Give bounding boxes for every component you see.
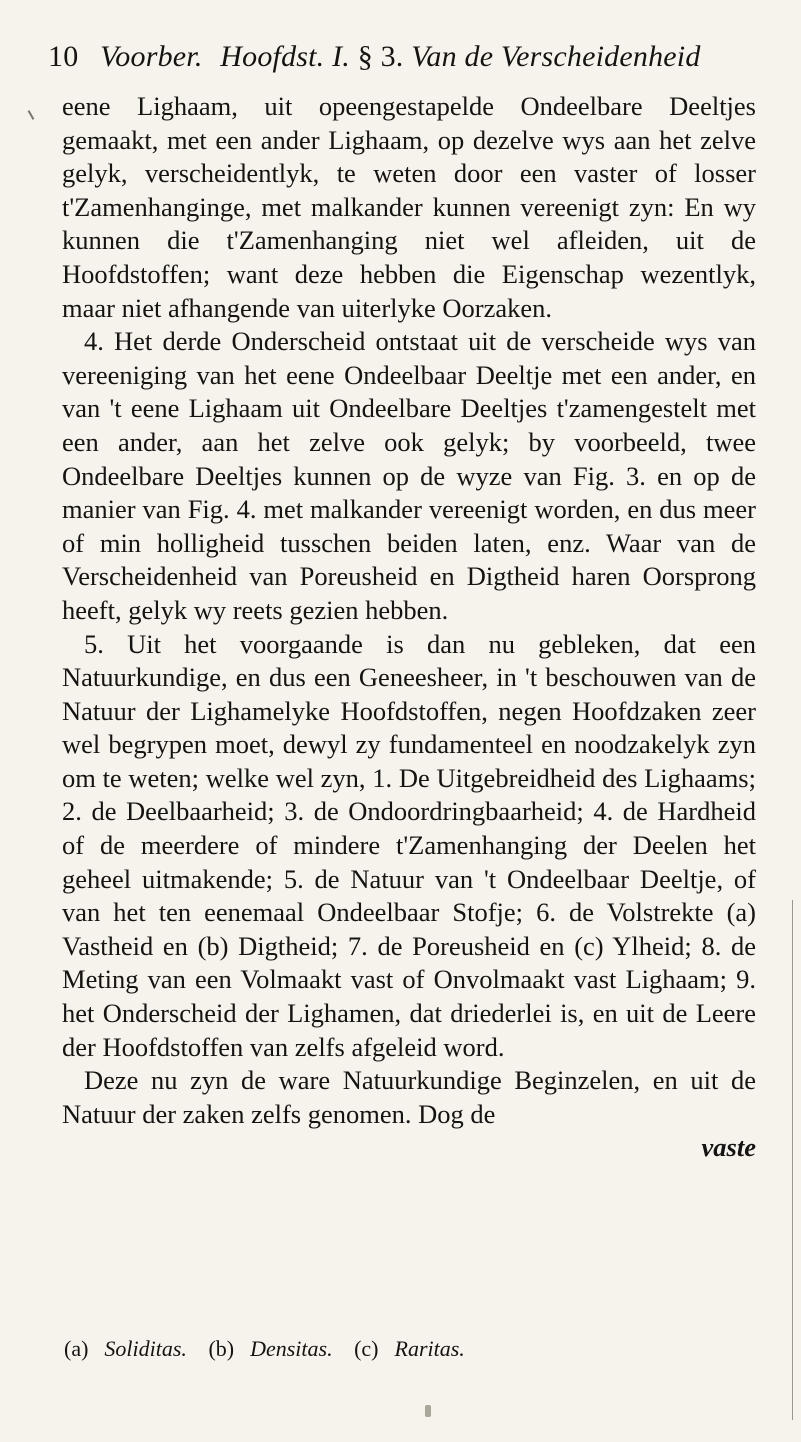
section-label: § 3.: [357, 40, 404, 73]
chapter-number: I.: [332, 40, 350, 73]
margin-mark: [28, 110, 35, 120]
running-head: [48, 40, 768, 74]
footnote-b-marker: (b): [208, 1336, 235, 1361]
footnotes: [64, 1336, 754, 1362]
footnote-a: [64, 1336, 187, 1361]
footnote-a-text: Soliditas.: [104, 1336, 187, 1361]
catchword: vaste: [701, 1132, 756, 1163]
footnote-b-text: Densitas.: [250, 1336, 333, 1361]
footnote-a-marker: (a): [64, 1336, 89, 1361]
ink-speck: [425, 1405, 431, 1417]
page-edge-line: [792, 900, 793, 1420]
running-title: Van de Verscheidenheid: [411, 40, 701, 73]
footnote-b: [208, 1336, 332, 1361]
paragraph-5: 5. Uit het voorgaande is dan nu gebleken, dat een Natuurkundige, en dus een Geneesheer, in 't beschouwen van de Natuur der Lighamelyke Hoofdstoffen, negen Hoofdzaken zeer wel begrypen moet, dewyl zy fundamenteel en noodzakelyk zyn om te weten; welke wel zyn, 1. De Uitgebreidheid des Lighaams; 2. de Deelbaarheid; 3. de Ondoordringbaarheid; 4. de Hardheid of de meerdere of mindere t'Zamenhanging der Deelen het geheel uitmakende; 5. de Natuur van 't Ondeelbaar Deeltje, of van het ten eenemaal Ondeelbaar Stofje; 6. de Volstrekte (a) Vastheid en (b) Digtheid; 7. de Poreusheid en (c) Ylheid; 8. de Meting van een Volmaakt vast of Onvolmaakt vast Lighaam; 9. het Onderscheid der Lighamen, dat driederlei is, en uit de Leere der Hoofdstoffen van zelfs afgeleid word.: [62, 628, 756, 1062]
page-number: 10: [48, 40, 79, 73]
paragraph-4: 4. Het derde Onderscheid ontstaat uit de verscheide wys van vereeniging van het eene Ondeelbaar Deeltje met een ander, en van 't eene Lighaam uit Ondeelbare Deeltjes t'zamengestelt met een ander, aan het zelve ook gelyk; by voorbeeld, twee Ondeelbare Deeltjes kunnen op de wyze van Fig. 3. en op de manier van Fig. 4. met malkander vereenigt worden, en dus meer of min holligheid tusschen beiden laten, enz. Waar van de Verscheidenheid van Poreusheid en Digtheid haren Oorsprong heeft, gelyk wy reets gezien hebben.: [62, 326, 756, 625]
chapter-label: Hoofdst.: [220, 40, 325, 73]
paragraph-closing: Deze nu zyn de ware Natuurkundige Beginzelen, en uit de Natuur der zaken zelfs genomen. Dog de: [62, 1065, 756, 1129]
footnote-c: [354, 1336, 465, 1361]
footnote-c-text: Raritas.: [394, 1336, 465, 1361]
part-label: Voorber.: [100, 40, 203, 73]
paragraph-continuation: eene Lighaam, uit opeengestapelde Ondeelbare Deeltjes gemaakt, met een ander Lighaam, op dezelve wys aan het zelve gelyk, verscheidentlyk, te weten door een vaster of losser t'Zamenhanginge, met malkander kunnen vereenigt zyn: En wy kunnen die t'Zamenhanging niet wel afleiden, uit de Hoofdstoffen; want deze hebben die Eigenschap wezentlyk, maar niet afhangende van uiterlyke Oorzaken.: [62, 91, 756, 323]
footnote-c-marker: (c): [354, 1336, 379, 1361]
body-text: [62, 90, 756, 1165]
